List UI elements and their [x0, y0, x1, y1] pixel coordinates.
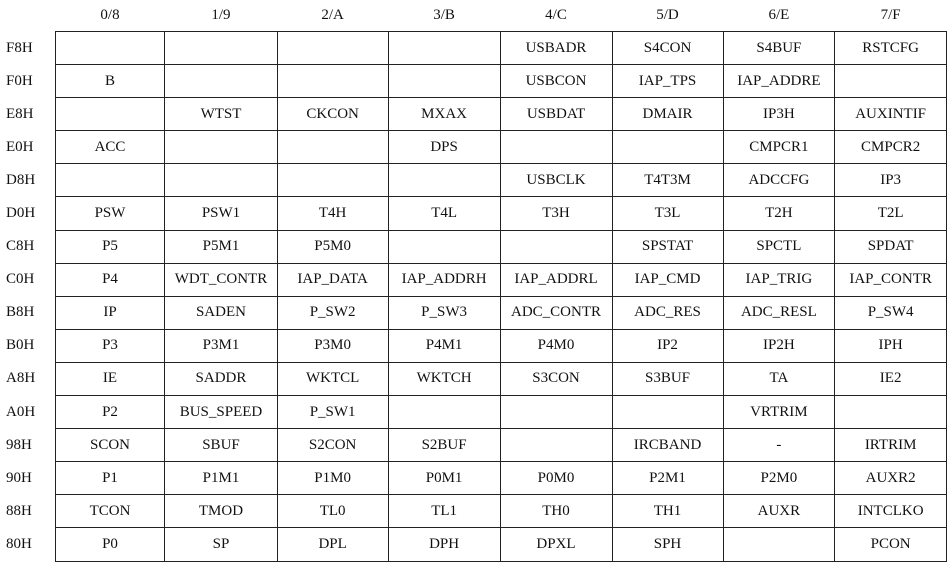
register-cell: P4M0	[500, 329, 612, 362]
column-header: 7/F	[880, 7, 901, 23]
register-cell: S2CON	[277, 429, 388, 462]
register-cell: P5M0	[277, 230, 388, 263]
table-row	[0, 296, 947, 329]
table-row	[0, 230, 947, 263]
row-address-label: F0H	[6, 72, 33, 89]
register-cell: S3CON	[500, 362, 612, 395]
register-cell: MXAX	[388, 98, 500, 131]
register-cell: AUXR2	[835, 462, 947, 495]
column-header: 5/D	[656, 7, 679, 23]
register-cell: CKCON	[277, 98, 388, 131]
register-cell: IAP_DATA	[277, 263, 388, 296]
register-cell: ADC_CONTR	[500, 296, 612, 329]
register-cell: B	[55, 65, 165, 98]
row-address-label: A0H	[6, 403, 36, 420]
column-header-row	[0, 0, 947, 32]
table-body	[0, 32, 947, 562]
row-address-label: D8H	[6, 171, 36, 188]
register-cell: SP	[165, 528, 277, 561]
register-cell: SADEN	[165, 296, 277, 329]
register-cell: INTCLKO	[835, 495, 947, 528]
register-cell: IAP_CMD	[612, 263, 723, 296]
register-cell: DPH	[388, 528, 500, 561]
register-cell: USBCLK	[500, 164, 612, 197]
register-cell: ADC_RES	[612, 296, 723, 329]
register-cell: TH0	[500, 495, 612, 528]
register-cell	[500, 131, 612, 164]
register-cell	[388, 65, 500, 98]
register-cell: IP2H	[723, 329, 835, 362]
register-cell	[500, 396, 612, 429]
register-cell: S4CON	[612, 32, 723, 65]
table-row	[0, 263, 947, 296]
row-address-label: F8H	[6, 39, 33, 56]
register-cell: SADDR	[165, 362, 277, 395]
register-cell	[723, 528, 835, 561]
register-cell: RSTCFG	[835, 32, 947, 65]
register-cell: DMAIR	[612, 98, 723, 131]
register-cell	[277, 65, 388, 98]
register-cell: SPH	[612, 528, 723, 561]
register-cell: P4M1	[388, 329, 500, 362]
register-cell: DPS	[388, 131, 500, 164]
register-cell: WKTCH	[388, 362, 500, 395]
register-cell: P2M0	[723, 462, 835, 495]
register-cell: IP3H	[723, 98, 835, 131]
register-cell	[388, 396, 500, 429]
register-cell: VRTRIM	[723, 396, 835, 429]
register-cell: BUS_SPEED	[165, 396, 277, 429]
register-cell: P3M0	[277, 329, 388, 362]
register-cell: IAP_TRIG	[723, 263, 835, 296]
register-cell	[165, 65, 277, 98]
register-cell: ADC_RESL	[723, 296, 835, 329]
register-cell: SCON	[55, 429, 165, 462]
register-cell: PCON	[835, 528, 947, 561]
register-cell: P5	[55, 230, 165, 263]
register-cell: P5M1	[165, 230, 277, 263]
column-header: 4/C	[545, 7, 567, 23]
register-cell	[612, 131, 723, 164]
register-cell: DPXL	[500, 528, 612, 561]
register-cell	[277, 32, 388, 65]
register-cell: P0M0	[500, 462, 612, 495]
register-cell: P0M1	[388, 462, 500, 495]
register-cell: DPL	[277, 528, 388, 561]
table-row	[0, 462, 947, 495]
row-address-label: C0H	[6, 271, 35, 288]
register-cell	[500, 230, 612, 263]
register-cell	[165, 32, 277, 65]
register-cell: T4L	[388, 197, 500, 230]
register-cell: P0	[55, 528, 165, 561]
register-cell: S3BUF	[612, 362, 723, 395]
register-cell: IP	[55, 296, 165, 329]
register-cell: IAP_TPS	[612, 65, 723, 98]
register-cell: IE	[55, 362, 165, 395]
register-cell	[612, 396, 723, 429]
row-address-label: E0H	[6, 138, 34, 155]
register-cell: T4T3M	[612, 164, 723, 197]
register-cell: S4BUF	[723, 32, 835, 65]
register-cell: PSW1	[165, 197, 277, 230]
register-cell: SPSTAT	[612, 230, 723, 263]
register-cell: TL0	[277, 495, 388, 528]
row-address-label: 80H	[6, 535, 32, 552]
register-cell: TCON	[55, 495, 165, 528]
register-cell: P2	[55, 396, 165, 429]
register-cell: P4	[55, 263, 165, 296]
register-cell: P1M0	[277, 462, 388, 495]
register-cell	[165, 131, 277, 164]
register-cell: PSW	[55, 197, 165, 230]
table-row	[0, 164, 947, 197]
register-cell	[277, 131, 388, 164]
table-row	[0, 495, 947, 528]
register-cell	[388, 32, 500, 65]
register-cell: IP3	[835, 164, 947, 197]
register-cell: IAP_CONTR	[835, 263, 947, 296]
table-row	[0, 362, 947, 395]
column-header: 6/E	[768, 7, 790, 23]
table-row	[0, 131, 947, 164]
column-header: 2/A	[321, 7, 344, 23]
table-row	[0, 396, 947, 429]
register-cell: IAP_ADDRH	[388, 263, 500, 296]
corner-cell	[0, 0, 55, 32]
row-address-label: C8H	[6, 238, 35, 255]
register-cell: S2BUF	[388, 429, 500, 462]
register-cell: T3H	[500, 197, 612, 230]
register-cell: IPH	[835, 329, 947, 362]
row-address-label: 98H	[6, 436, 32, 453]
register-cell: P1	[55, 462, 165, 495]
register-cell: TA	[723, 362, 835, 395]
row-address-label: D0H	[6, 205, 36, 222]
register-cell: P3	[55, 329, 165, 362]
register-cell	[388, 164, 500, 197]
register-cell: P3M1	[165, 329, 277, 362]
register-cell: IAP_ADDRE	[723, 65, 835, 98]
row-address-label: B0H	[6, 337, 35, 354]
register-cell: IAP_ADDRL	[500, 263, 612, 296]
register-cell	[55, 32, 165, 65]
row-address-label: E8H	[6, 105, 34, 122]
register-cell: IP2	[612, 329, 723, 362]
register-cell: P_SW1	[277, 396, 388, 429]
register-cell: P_SW4	[835, 296, 947, 329]
register-cell	[55, 164, 165, 197]
register-cell	[55, 98, 165, 131]
register-cell: AUXR	[723, 495, 835, 528]
column-header: 1/9	[211, 7, 231, 23]
row-address-label: 88H	[6, 502, 32, 519]
table-row	[0, 98, 947, 131]
register-cell	[835, 65, 947, 98]
register-cell: T4H	[277, 197, 388, 230]
register-cell: WKTCL	[277, 362, 388, 395]
register-cell: IE2	[835, 362, 947, 395]
register-cell: -	[723, 429, 835, 462]
register-cell: TMOD	[165, 495, 277, 528]
register-cell: CMPCR1	[723, 131, 835, 164]
register-cell: T2L	[835, 197, 947, 230]
register-cell: TH1	[612, 495, 723, 528]
register-cell: WDT_CONTR	[165, 263, 277, 296]
row-address-label: A8H	[6, 370, 36, 387]
register-cell: P_SW2	[277, 296, 388, 329]
register-cell: IRTRIM	[835, 429, 947, 462]
register-cell: ADCCFG	[723, 164, 835, 197]
register-cell: IRCBAND	[612, 429, 723, 462]
register-cell: CMPCR2	[835, 131, 947, 164]
register-cell: SPCTL	[723, 230, 835, 263]
register-cell: P1M1	[165, 462, 277, 495]
table-row	[0, 429, 947, 462]
register-cell: ACC	[55, 131, 165, 164]
register-cell: AUXINTIF	[835, 98, 947, 131]
register-cell	[835, 396, 947, 429]
register-cell	[165, 164, 277, 197]
register-cell: T2H	[723, 197, 835, 230]
register-cell: WTST	[165, 98, 277, 131]
register-cell: USBADR	[500, 32, 612, 65]
register-cell	[500, 429, 612, 462]
register-cell: TL1	[388, 495, 500, 528]
row-address-label: B8H	[6, 304, 35, 321]
row-address-label: 90H	[6, 469, 32, 486]
register-cell: SPDAT	[835, 230, 947, 263]
register-cell	[277, 164, 388, 197]
register-cell: USBDAT	[500, 98, 612, 131]
table-row	[0, 197, 947, 230]
table-row	[0, 32, 947, 65]
column-header: 0/8	[100, 7, 120, 23]
register-cell: P_SW3	[388, 296, 500, 329]
register-cell: USBCON	[500, 65, 612, 98]
register-cell: SBUF	[165, 429, 277, 462]
table-row	[0, 329, 947, 362]
register-cell: P2M1	[612, 462, 723, 495]
column-header: 3/B	[433, 7, 455, 23]
table-row	[0, 528, 947, 561]
register-cell: T3L	[612, 197, 723, 230]
table-row	[0, 65, 947, 98]
register-cell	[388, 230, 500, 263]
